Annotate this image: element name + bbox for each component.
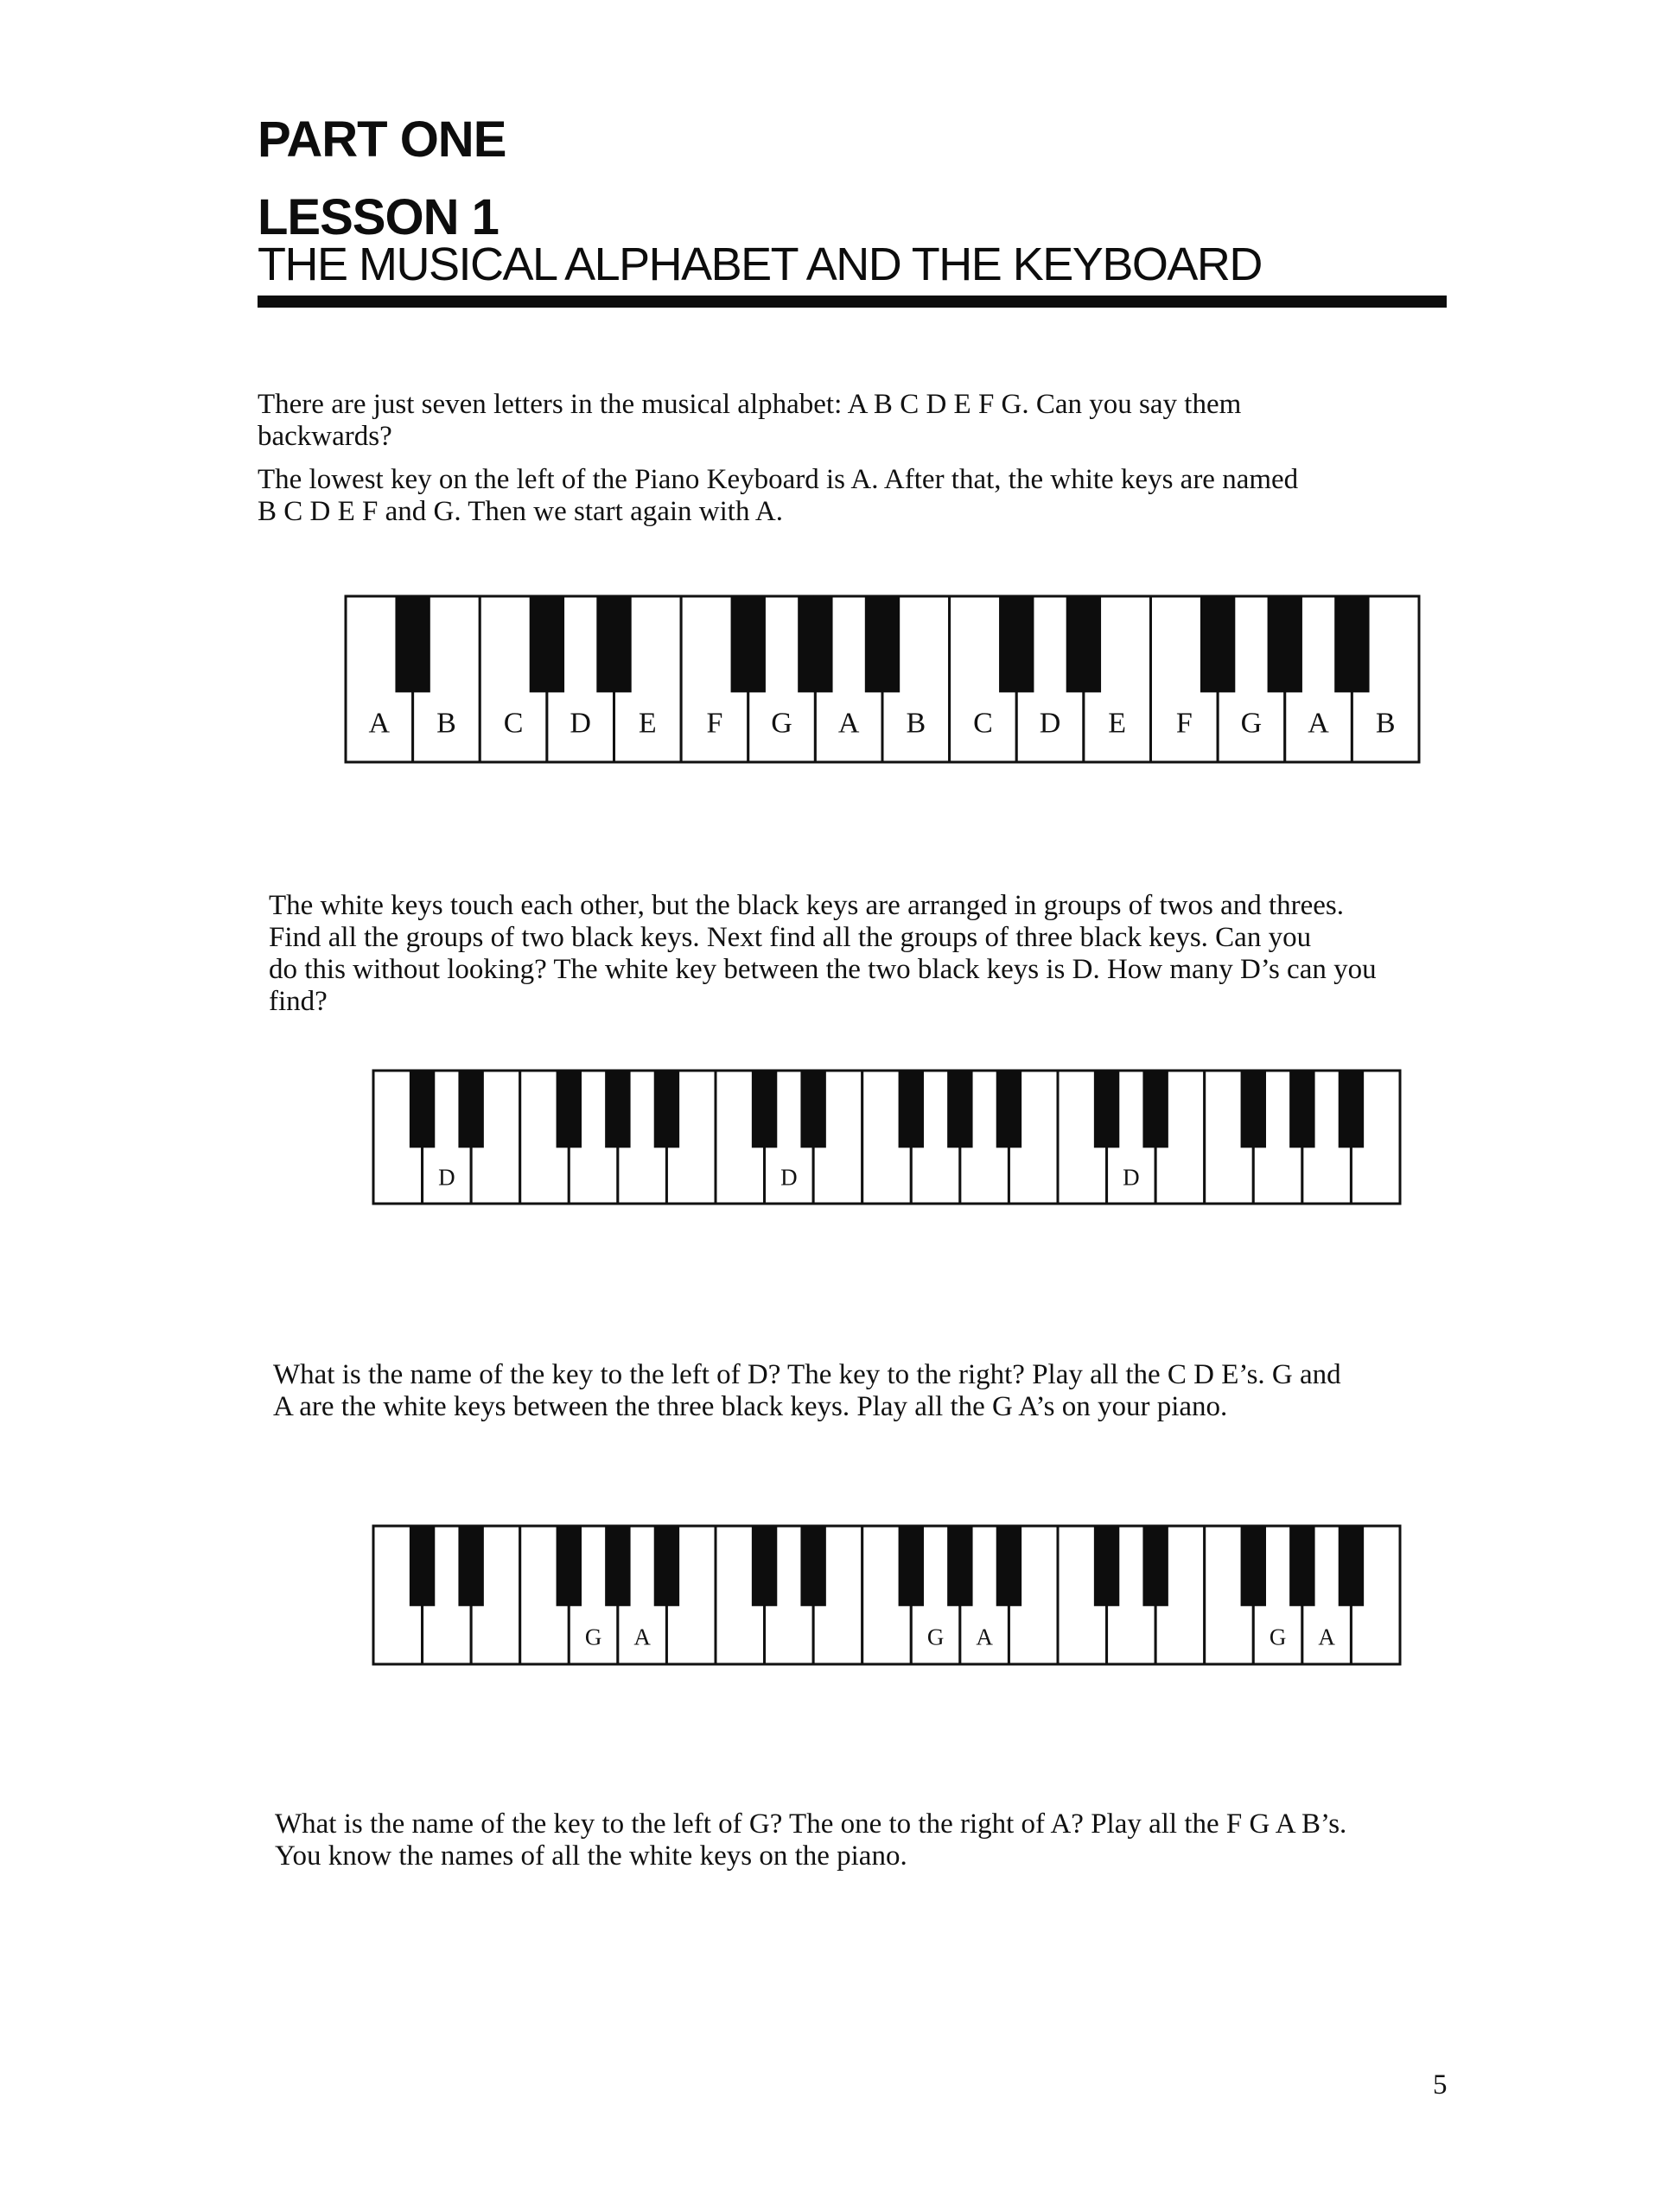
black-key bbox=[1066, 596, 1101, 692]
black-key bbox=[557, 1526, 582, 1606]
black-key bbox=[996, 1526, 1021, 1606]
key-label: A bbox=[368, 707, 391, 740]
paragraph-line: B C D E F and G. Then we start again with A. bbox=[258, 496, 783, 527]
paragraph-line: A are the white keys between the three black keys. Play all the G A’s on your piano. bbox=[273, 1391, 1228, 1422]
black-key bbox=[1268, 596, 1302, 692]
key-label: G bbox=[771, 707, 792, 740]
paragraph-line: There are just seven letters in the musical alphabet: A B C D E F G. Can you say them bbox=[258, 389, 1242, 420]
black-key bbox=[798, 596, 832, 692]
key-label: E bbox=[638, 707, 657, 740]
black-key bbox=[800, 1526, 825, 1606]
key-label: B bbox=[436, 707, 456, 740]
black-key bbox=[752, 1526, 777, 1606]
paragraph-line: You know the names of all the white keys on the piano. bbox=[275, 1840, 907, 1872]
black-key bbox=[410, 1526, 435, 1606]
black-key bbox=[752, 1071, 777, 1147]
black-key bbox=[654, 1071, 679, 1147]
black-key bbox=[605, 1071, 630, 1147]
black-key bbox=[1241, 1071, 1266, 1147]
black-key bbox=[1334, 596, 1369, 692]
black-key bbox=[899, 1071, 924, 1147]
keyboard-diagram-all-letters bbox=[344, 594, 1421, 764]
paragraph-line: The white keys touch each other, but the black keys are arranged in groups of twos and threes. bbox=[269, 890, 1345, 921]
lesson-heading: LESSON 1 bbox=[258, 189, 499, 245]
key-label: A bbox=[837, 707, 860, 740]
black-key bbox=[458, 1071, 483, 1147]
page-number: 5 bbox=[1433, 2069, 1448, 2101]
key-label: A bbox=[976, 1624, 993, 1650]
paragraph-cde-ga bbox=[273, 1359, 1457, 1423]
key-label: D bbox=[570, 707, 591, 740]
key-label: F bbox=[706, 707, 723, 740]
key-label: D bbox=[1039, 707, 1061, 740]
keyboard-diagram-d-keys bbox=[372, 1069, 1402, 1205]
key-label: E bbox=[1108, 707, 1127, 740]
black-key bbox=[1142, 1071, 1168, 1147]
black-key bbox=[1200, 596, 1235, 692]
keyboard-diagram-ga-keys bbox=[372, 1524, 1402, 1666]
key-label: F bbox=[1175, 707, 1193, 740]
black-key bbox=[731, 596, 766, 692]
black-key bbox=[1339, 1526, 1364, 1606]
black-key bbox=[947, 1071, 972, 1147]
black-key bbox=[947, 1526, 972, 1606]
key-label: G bbox=[1269, 1624, 1287, 1650]
key-label: G bbox=[1240, 707, 1263, 740]
black-key bbox=[395, 596, 430, 692]
paragraph-line: Find all the groups of two black keys. Next find all the groups of three black keys. Can you bbox=[269, 922, 1312, 953]
black-key bbox=[605, 1526, 630, 1606]
black-key bbox=[1339, 1071, 1364, 1147]
key-label: C bbox=[973, 707, 993, 740]
paragraph-alphabet bbox=[258, 389, 1447, 453]
paragraph-line: What is the name of the key to the left of D? The key to the right? Play all the C D E’s. G and bbox=[273, 1359, 1341, 1390]
black-key bbox=[999, 596, 1034, 692]
black-key bbox=[1241, 1526, 1266, 1606]
key-label: A bbox=[633, 1624, 651, 1650]
black-key bbox=[1289, 1526, 1314, 1606]
paragraph-line: backwards? bbox=[258, 421, 392, 452]
black-key bbox=[410, 1071, 435, 1147]
key-label: G bbox=[926, 1624, 945, 1650]
paragraph-line: do this without looking? The white key between the two black keys is D. How many D’s can you bbox=[269, 954, 1377, 985]
heading-rule bbox=[258, 296, 1447, 308]
black-key bbox=[1094, 1526, 1119, 1606]
black-key bbox=[800, 1071, 825, 1147]
black-key bbox=[1094, 1071, 1119, 1147]
black-key bbox=[1142, 1526, 1168, 1606]
key-label: C bbox=[503, 707, 524, 740]
paragraph-line: The lowest key on the left of the Piano Keyboard is A. After that, the white keys are named bbox=[258, 464, 1299, 495]
key-label: D bbox=[438, 1164, 455, 1191]
black-key bbox=[557, 1071, 582, 1147]
key-label: D bbox=[1123, 1164, 1140, 1191]
black-key bbox=[865, 596, 900, 692]
paragraph-line: What is the name of the key to the left of G? The one to the right of A? Play all the F G A B’s. bbox=[275, 1808, 1347, 1840]
key-label: A bbox=[1318, 1624, 1335, 1650]
black-key bbox=[996, 1071, 1021, 1147]
black-key bbox=[596, 596, 631, 692]
black-key bbox=[1289, 1071, 1314, 1147]
paragraph-lowest-key bbox=[258, 464, 1447, 528]
paragraph-black-key-groups bbox=[269, 890, 1461, 1018]
key-label: G bbox=[584, 1624, 602, 1650]
black-key bbox=[899, 1526, 924, 1606]
key-label: B bbox=[1375, 707, 1396, 740]
key-label: D bbox=[780, 1164, 798, 1191]
black-key bbox=[458, 1526, 483, 1606]
paragraph-line: find? bbox=[269, 986, 328, 1017]
key-label: B bbox=[906, 707, 926, 740]
part-heading: PART ONE bbox=[258, 111, 506, 168]
black-key bbox=[654, 1526, 679, 1606]
paragraph-fgab bbox=[275, 1808, 1461, 1872]
key-label: A bbox=[1308, 707, 1329, 740]
black-key bbox=[530, 596, 564, 692]
lesson-subtitle: THE MUSICAL ALPHABET AND THE KEYBOARD bbox=[258, 238, 1262, 290]
